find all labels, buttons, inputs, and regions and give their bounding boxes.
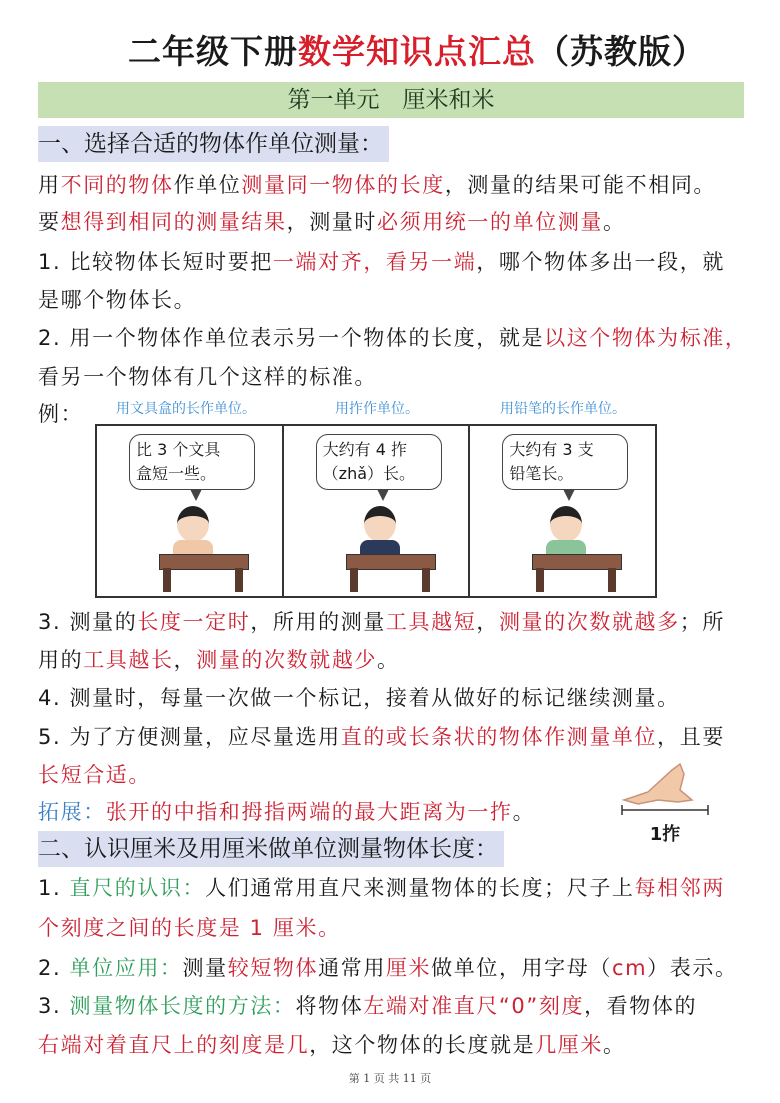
text: 2. [38,956,70,980]
text: ， [476,610,499,634]
highlight: 几厘米 [535,1033,604,1057]
text: ，且要 [657,725,725,749]
s2-item-3-line-1 [38,992,697,1020]
desk-leg [350,568,358,592]
text: 做单位，用字母（ [431,956,612,980]
text: 用的 [38,648,84,672]
text: ；所 [679,610,725,634]
bubble-text: 铅笔长。 [509,464,574,483]
item-1-line-1 [38,248,725,276]
paragraph-1 [38,171,716,199]
text: ）表示。 [647,956,738,980]
desk-leg [536,568,544,592]
bubble-text: （zhǎ）长。 [322,464,416,483]
item-3-line-1 [38,608,725,636]
text: ，测量的结果可能不相同。 [444,173,717,197]
s2-item-1-line-1 [38,874,725,902]
panel-pencil [470,426,655,596]
example-illustration [95,424,657,598]
highlight: 测量的次数就越少 [196,648,378,672]
text: 3. 测量的 [38,610,138,634]
desk-leg [608,568,616,592]
document-title [128,26,706,73]
text: 作单位 [173,173,242,197]
highlight: 张开的中指和拇指两端的最大距离为一拃 [105,800,513,824]
text: 。 [603,1033,626,1057]
text: 将物体 [295,994,364,1018]
item-3-line-2 [38,646,400,674]
highlight: 直的或长条状的物体作测量单位 [340,725,658,749]
speech-bubble [502,434,628,490]
text: 要 [38,210,61,234]
section-1-heading: 一、选择合适的物体作单位测量： [38,126,389,162]
desk-leg [163,568,171,592]
highlight: 测量的次数就越多 [498,610,680,634]
section-2-heading: 二、认识厘米及用厘米做单位测量物体长度： [38,831,504,867]
example-label: 例： [38,402,84,426]
girl-figure [177,506,209,542]
boy-figure [550,506,582,542]
text: 测量 [182,956,228,980]
text: ，所用的测量 [250,610,386,634]
hand-span-icon [618,760,712,816]
desk-leg [422,568,430,592]
text: ，测量时 [286,210,378,234]
extension-label: 拓展： [38,800,106,824]
s2-item-2 [38,954,738,982]
item-1-line-2: 是哪个物体长。 [38,288,197,312]
bubble-text: 大约有 4 拃 [322,440,408,459]
text: ，哪个物体多出一段，就 [476,250,725,274]
text: 1. [38,876,70,900]
highlight: 工具越长 [83,648,174,672]
green-label: 单位应用： [69,956,183,980]
girl-figure [364,506,396,542]
title-part-2: 数学知识点汇总 [298,32,536,71]
text: 5. 为了方便测量，应尽量选用 [38,725,341,749]
title-part-3: （苏教版） [536,32,706,71]
text: 。 [377,648,400,672]
caption-2: 用拃作单位。 [335,401,419,417]
item-2-line-1 [38,324,748,352]
text: 用 [38,173,61,197]
title-part-1: 二年级下册 [128,32,298,71]
highlight: 长度一定时 [137,610,251,634]
highlight: 工具越短 [385,610,477,634]
highlight: cm [611,956,648,980]
panel-hand-span [284,426,471,596]
highlight: 较短物体 [227,956,319,980]
highlight: 每相邻两 [634,876,725,900]
item-5-line-1 [38,723,725,751]
text: 通常用 [318,956,386,980]
highlight: 必须用统一的单位测量 [377,210,604,234]
extension-note [38,798,535,826]
highlight: 以这个物体为标准， [544,326,748,350]
text: 。 [603,210,626,234]
text: 1. 比较物体长短时要把 [38,250,273,274]
text: ，看物体的 [584,994,698,1018]
highlight: 想得到相同的测量结果 [60,210,287,234]
highlight: 左端对准直尺“0”刻度 [363,994,585,1018]
highlight: 一端对齐，看另一端 [272,250,477,274]
text: 人们通常用直尺来测量物体的长度；尺子上 [205,876,635,900]
speech-bubble [129,434,255,490]
green-label: 直尺的认识： [69,876,206,900]
caption-1: 用文具盒的长作单位。 [116,401,256,417]
green-label: 测量物体长度的方法： [69,994,296,1018]
bubble-text: 比 3 个文具 [136,440,221,459]
item-2-line-2: 看另一个物体有几个这样的标准。 [38,365,377,389]
text: ，这个物体的长度就是 [309,1033,536,1057]
unit-title: 第一单元 厘米和米 [38,82,744,118]
highlight: 右端对着直尺上的刻度是几 [38,1033,310,1057]
highlight: 不同的物体 [60,173,174,197]
s2-item-3-line-2 [38,1031,626,1059]
item-4: 4. 测量时，每量一次做一个标记，接着从做好的标记继续测量。 [38,686,680,710]
s2-item-1-line-2: 个刻度之间的长度是 1 厘米。 [38,916,341,940]
text: 2. 用一个物体作单位表示另一个物体的长度，就是 [38,326,545,350]
paragraph-2 [38,208,626,236]
text: ， [173,648,197,672]
highlight: 测量同一物体的长度 [241,173,445,197]
hand-span-label: 1拃 [649,824,681,845]
text: 。 [512,800,536,824]
panel-stationery-box [97,426,284,596]
page-number: 第 1 页 共 11 页 [348,1072,432,1085]
desk-leg [235,568,243,592]
text: 3. [38,994,70,1018]
bubble-text: 盒短一些。 [136,464,217,483]
caption-3: 用铅笔的长作单位。 [500,401,626,417]
hand-span-illustration [618,760,712,844]
speech-bubble [316,434,442,490]
highlight: 厘米 [385,956,432,980]
item-5-line-2: 长短合适。 [38,763,151,787]
bubble-text: 大约有 3 支 [509,440,594,459]
